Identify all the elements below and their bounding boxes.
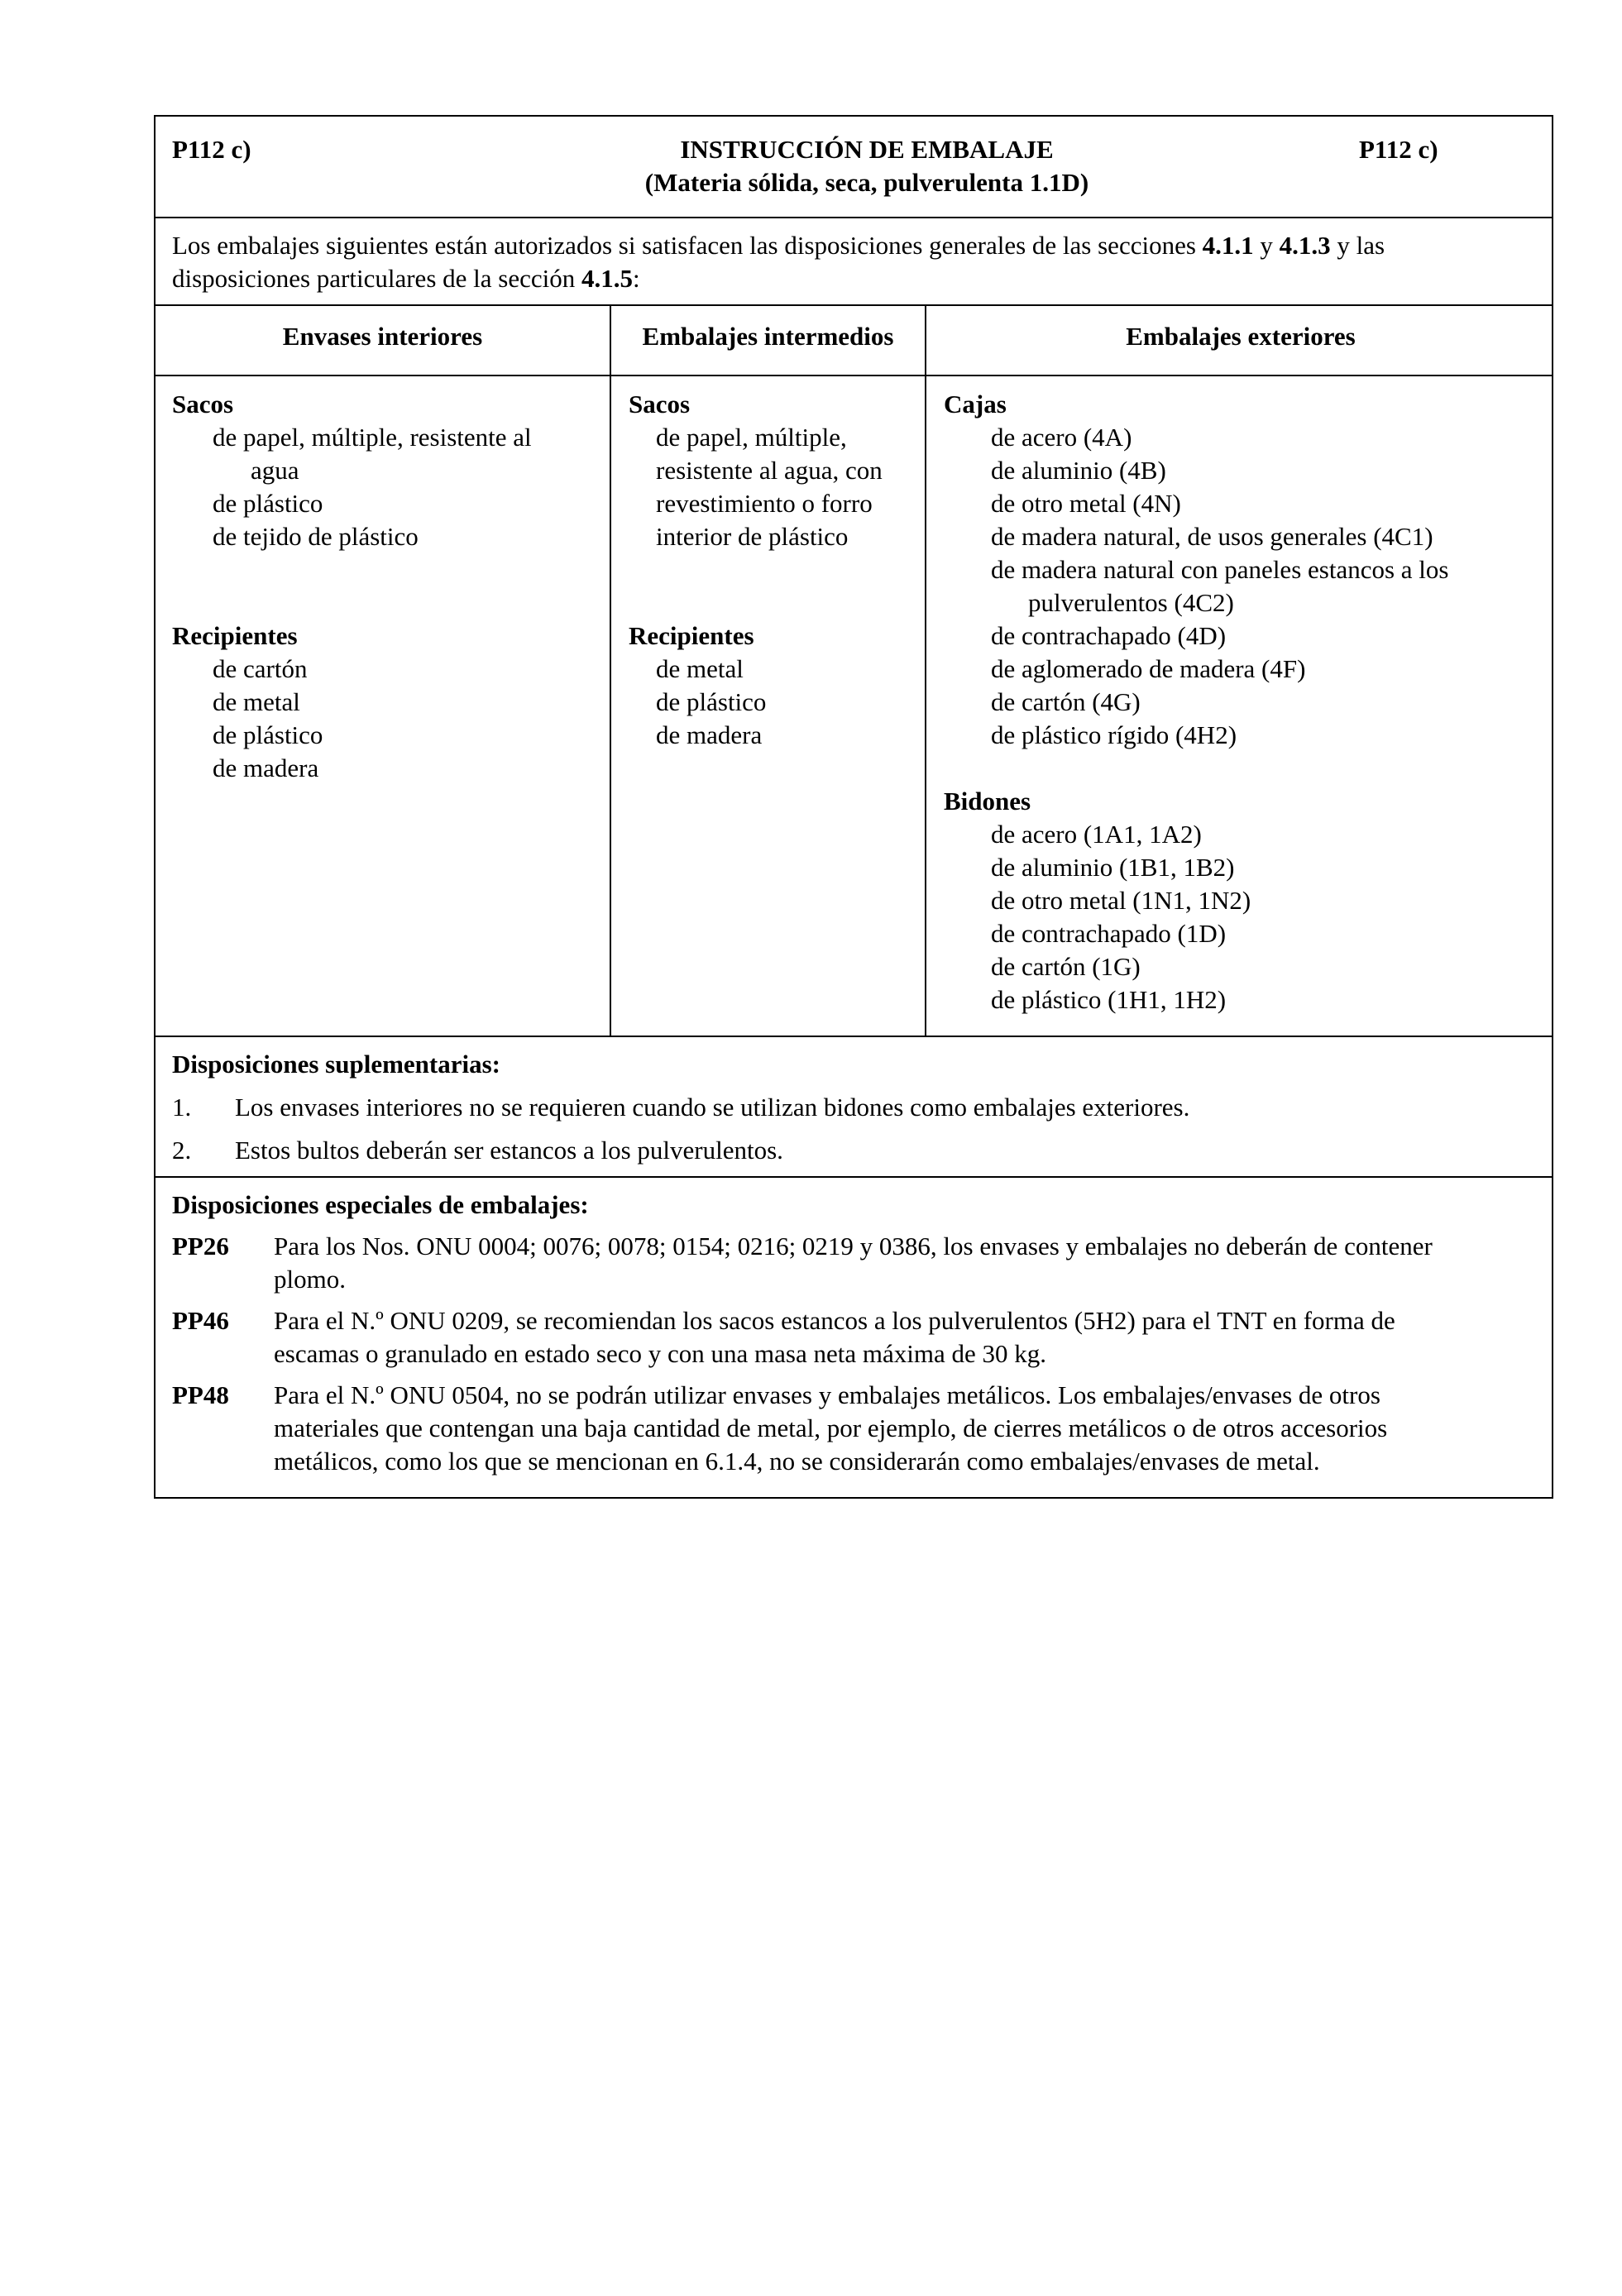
rule-col-1 (610, 304, 611, 1036)
supplementary-num: 2. (172, 1136, 192, 1165)
intermediate-sacos-item: de papel, múltiple, (656, 423, 847, 452)
special-line: plomo. (274, 1265, 346, 1294)
outer-bidones-item: de aluminio (1B1, 1B2) (991, 853, 1235, 882)
special-title: Disposiciones especiales de embalajes: (172, 1190, 589, 1219)
rule-special (156, 1176, 1552, 1178)
inner-recipientes-title: Recipientes (172, 621, 298, 650)
special-code: PP26 (172, 1232, 229, 1260)
outer-cajas-item: de aluminio (4B) (991, 456, 1166, 485)
intermediate-sacos-item: interior de plástico (656, 522, 849, 551)
inner-sacos-item: de papel, múltiple, resistente al (213, 423, 532, 452)
special-line: Para los Nos. ONU 0004; 0076; 0078; 0154; 0216; 0219 y 0386, los envases y embalajes no deberán de contener (274, 1232, 1433, 1260)
inner-sacos-item: agua (251, 456, 299, 485)
intermediate-recip-item: de plástico (656, 687, 767, 716)
special-code: PP46 (172, 1306, 229, 1335)
supplementary-num: 1. (172, 1093, 192, 1122)
outer-bidones-item: de cartón (1G) (991, 952, 1141, 981)
special-code: PP48 (172, 1380, 229, 1409)
packing-instruction-table (154, 115, 1553, 1499)
inner-recip-item: de madera (213, 753, 319, 782)
outer-bidones-item: de contrachapado (1D) (991, 919, 1227, 948)
outer-cajas-item: de plástico rígido (4H2) (991, 720, 1237, 749)
rule-col-2 (925, 304, 926, 1036)
supplementary-text: Estos bultos deberán ser estancos a los pulverulentos. (235, 1136, 783, 1165)
outer-bidones-item: de acero (1A1, 1A2) (991, 820, 1202, 849)
special-line: escamas o granulado en estado seco y con una masa neta máxima de 30 kg. (274, 1339, 1046, 1368)
page-subtitle: (Materia sólida, seca, pulverulenta 1.1D) (644, 168, 1089, 197)
rule-header (156, 217, 1552, 218)
column-header-inner: Envases interiores (282, 322, 483, 351)
special-line: materiales que contengan una baja cantidad de metal, por ejemplo, de cierres metálicos o de otros accesorios (274, 1413, 1388, 1442)
outer-cajas-item: pulverulentos (4C2) (1028, 588, 1234, 617)
intermediate-sacos-title: Sacos (629, 390, 691, 419)
supplementary-title: Disposiciones suplementarias: (172, 1050, 500, 1079)
outer-cajas-item: de aglomerado de madera (4F) (991, 654, 1306, 683)
intermediate-recipientes-title: Recipientes (629, 621, 754, 650)
inner-sacos-item: de tejido de plástico (213, 522, 419, 551)
supplementary-text: Los envases interiores no se requieren cuando se utilizan bidones como embalajes exteriores. (235, 1093, 1190, 1122)
outer-cajas-item: de cartón (4G) (991, 687, 1141, 716)
intro-line-2: disposiciones particulares de la sección 4.1.5: (172, 264, 640, 293)
outer-bidones-title: Bidones (944, 787, 1031, 816)
code-left: P112 c) (172, 135, 251, 164)
page-title: INSTRUCCIÓN DE EMBALAJE (680, 135, 1054, 164)
intermediate-recip-item: de madera (656, 720, 763, 749)
outer-cajas-item: de otro metal (4N) (991, 489, 1181, 518)
intermediate-recip-item: de metal (656, 654, 744, 683)
special-line: Para el N.º ONU 0504, no se podrán utilizar envases y embalajes metálicos. Los embalajes/envases de otros (274, 1380, 1380, 1409)
intermediate-sacos-item: revestimiento o forro (656, 489, 873, 518)
column-header-intermediate: Embalajes intermedios (642, 322, 894, 351)
rule-column-headers (156, 375, 1552, 376)
inner-recip-item: de metal (213, 687, 300, 716)
outer-cajas-title: Cajas (944, 390, 1007, 419)
intermediate-sacos-item: resistente al agua, con (656, 456, 883, 485)
inner-recip-item: de cartón (213, 654, 308, 683)
outer-cajas-item: de madera natural, de usos generales (4C1) (991, 522, 1433, 551)
outer-cajas-item: de contrachapado (4D) (991, 621, 1227, 650)
intro-line-1: Los embalajes siguientes están autorizados si satisfacen las disposiciones generales de las secciones 4.1.1 y 4.1.3 y las (172, 231, 1385, 260)
rule-supplementary (156, 1036, 1552, 1037)
inner-sacos-title: Sacos (172, 390, 234, 419)
special-line: Para el N.º ONU 0209, se recomiendan los sacos estancos a los pulverulentos (5H2) para el TNT en forma de (274, 1306, 1395, 1335)
inner-recip-item: de plástico (213, 720, 323, 749)
outer-cajas-item: de madera natural con paneles estancos a los (991, 555, 1449, 584)
code-right: P112 c) (1359, 135, 1438, 164)
outer-bidones-item: de otro metal (1N1, 1N2) (991, 886, 1251, 915)
outer-bidones-item: de plástico (1H1, 1H2) (991, 985, 1227, 1014)
outer-cajas-item: de acero (4A) (991, 423, 1132, 452)
column-header-outer: Embalajes exteriores (1126, 322, 1356, 351)
rule-intro (156, 304, 1552, 306)
special-line: metálicos, como los que se mencionan en 6.1.4, no se considerarán como embalajes/envases de metal. (274, 1447, 1320, 1476)
inner-sacos-item: de plástico (213, 489, 323, 518)
